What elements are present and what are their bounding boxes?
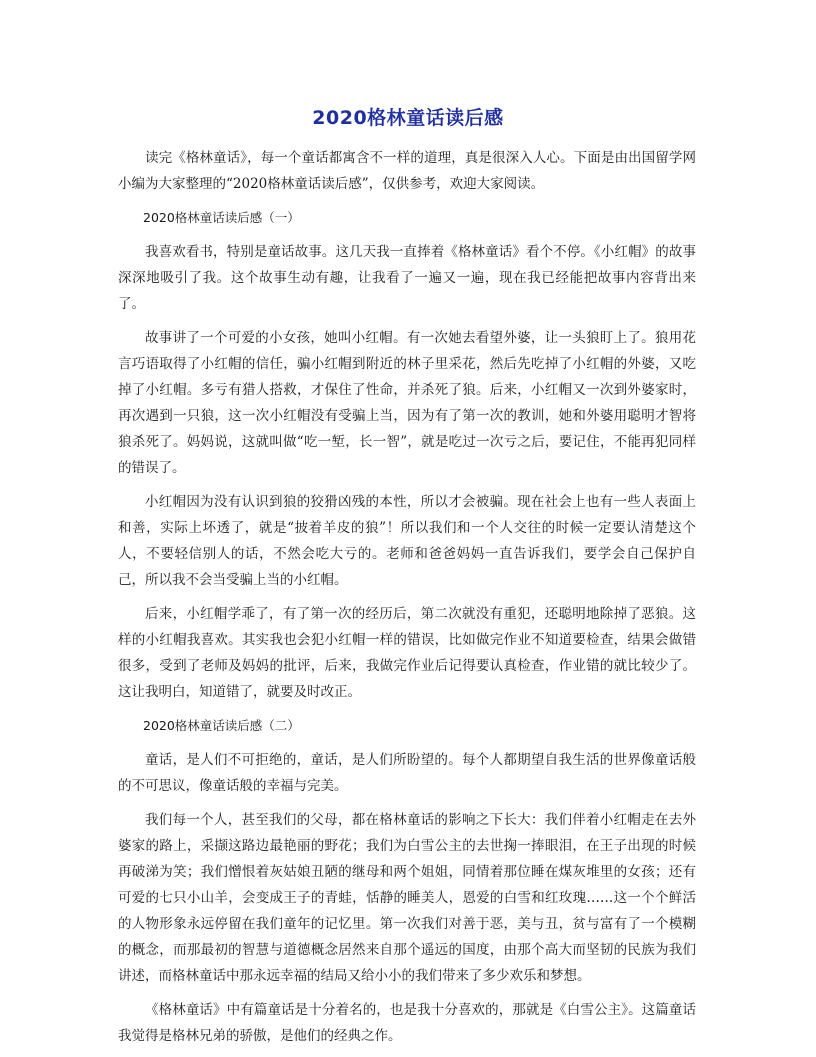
- body-paragraph: 小红帽因为没有认识到狼的狡猾凶残的本性，所以才会被骗。现在社会上也有一些人表面上和善，实际上坏透了，就是“披着羊皮的狼”！所以我们和一个人交往的时候一定要认清楚这个人，不要轻信别人的话，不然会吃大亏的。老师和爸爸妈妈一直告诉我们，要学会自己保护自己，所以我不会当受骗上当的小红帽。: [118, 494, 696, 588]
- document-body: [118, 145, 696, 1057]
- body-paragraph: 《格林童话》中有篇童话是十分着名的，也是我十分喜欢的，那就是《白雪公主》。这篇童话我觉得是格林兄弟的骄傲，是他们的经典之作。: [118, 1002, 696, 1044]
- body-paragraph: 童话，是人们不可拒绝的，童话，是人们所盼望的。每个人都期望自我生活的世界像童话般的不可思议，像童话般的幸福与完美。: [118, 752, 696, 794]
- body-paragraph: 我喜欢看书，特别是童话故事。这几天我一直捧着《格林童话》看个不停。《小红帽》的故事深深地吸引了我。这个故事生动有趣，让我看了一遍又一遍，现在我已经能把故事内容背出来了。: [118, 244, 696, 312]
- body-paragraph: 后来，小红帽学乖了，有了第一次的经历后，第二次就没有重犯，还聪明地除掉了恶狼。这样的小红帽我喜欢。其实我也会犯小红帽一样的错误，比如做完作业不知道要检查，结果会做错很多，受到了老师及妈妈的批评，后来，我做完作业后记得要认真检查，作业错的就比较少了。这让我明白，知道错了，就要及时改正。: [118, 606, 696, 700]
- section-heading-2: 2020格林童话读后感（二）: [143, 718, 300, 733]
- page-title: 2020格林童话读后感: [312, 107, 504, 129]
- section-heading-1: 2020格林童话读后感（一）: [143, 210, 300, 225]
- body-paragraph: 故事讲了一个可爱的小女孩，她叫小红帽。有一次她去看望外婆，让一头狼盯上了。狼用花言巧语取得了小红帽的信任，骗小红帽到附近的林子里采花，然后先吃掉了小红帽的外婆，又吃掉了小红帽。多亏有猎人搭救，才保住了性命，并杀死了狼。后来，小红帽又一次到外婆家时，再次遇到一只狼，这一次小红帽没有受骗上当，因为有了第一次的教训，她和外婆用聪明才智将狼杀死了。妈妈说，这就叫做“吃一堑，长一智”，就是吃过一次亏之后，要记住，不能再犯同样的错误了。: [118, 330, 696, 476]
- intro-paragraph: 读完《格林童话》，每一个童话都寓含不一样的道理，真是很深入人心。下面是由出国留学网小编为大家整理的“2020格林童话读后感”，仅供参考，欢迎大家阅读。: [118, 150, 696, 192]
- body-paragraph: 我们每一个人，甚至我们的父母，都在格林童话的影响之下长大：我们伴着小红帽走在去外婆家的路上，采撷这路边最艳丽的野花；我们为白雪公主的去世掬一捧眼泪，在王子出现的时候再破涕为笑；我们憎恨着灰姑娘丑陋的继母和两个姐姐，同情着那位睡在煤灰堆里的女孩；还有可爱的七只小山羊，会变成王子的青蛙，恬静的睡美人，恩爱的白雪和红玫瑰……这一个个鲜活的人物形象永远停留在我们童年的记忆里。第一次我们对善于恶，美与丑，贫与富有了一个模糊的概念，而那最初的智慧与道德概念居然来自那个遥远的国度，由那个高大而坚韧的民族为我们讲述，而格林童话中那永远幸福的结局又给小小的我们带来了多少欢乐和梦想。: [118, 812, 696, 984]
